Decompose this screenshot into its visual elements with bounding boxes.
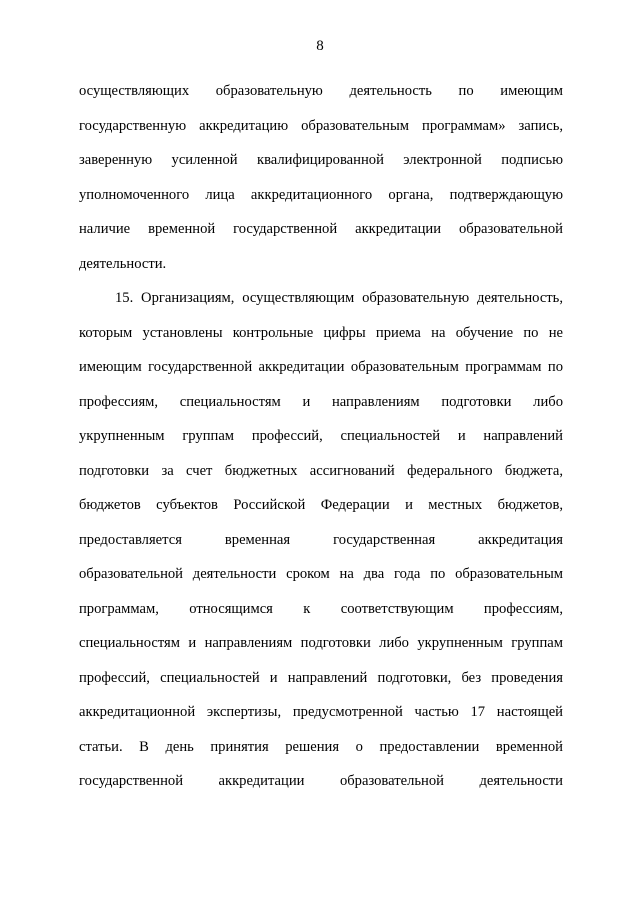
text-line: программам, относящимся к соответствующим профессиям, [79,600,563,617]
text-line: профессиям, специальностям и направлениям подготовки либо [79,393,563,410]
text-line: деятельности. [79,255,167,272]
page-number: 8 [316,38,324,54]
text-line: предоставляется временная государственная аккредитация [79,531,563,548]
text-line: имеющим государственной аккредитации образовательным программам по [79,359,563,375]
text-line: укрупненным группам профессий, специальностей и направлений [79,428,563,444]
text-line: образовательной деятельности сроком на два года по образовательным [79,566,563,582]
text-line: бюджетов субъектов Российской Федерации и местных бюджетов, [79,497,563,513]
paragraph-1 [79,74,563,281]
document-body [79,74,563,799]
text-line: которым установлены контрольные цифры приема на обучение по не [79,324,563,341]
text-line: осуществляющих образовательную деятельность по имеющим [79,83,563,99]
text-line: профессий, специальностей и направлений подготовки, без проведения [79,669,563,686]
text-line: специальностям и направлениям подготовки либо укрупненным группам [79,635,563,651]
text-line: наличие временной государственной аккредитации образовательной [79,221,563,237]
text-line: заверенную усиленной квалифицированной электронной подписью [79,152,563,168]
text-line: подготовки за счет бюджетных ассигнований федерального бюджета, [79,462,563,479]
text-line: государственной аккредитации образовательной деятельности [79,773,563,789]
text-line: уполномоченного лица аккредитационного органа, подтверждающую [79,186,563,203]
paragraph-2 [79,281,563,799]
text-line: статьи. В день принятия решения о предоставлении временной [79,738,563,755]
text-line: государственную аккредитацию образовательным программам» запись, [79,117,563,134]
text-line: 15. Организациям, осуществляющим образовательную деятельность, [115,290,563,306]
text-line: аккредитационной экспертизы, предусмотренной частью 17 настоящей [79,704,563,720]
